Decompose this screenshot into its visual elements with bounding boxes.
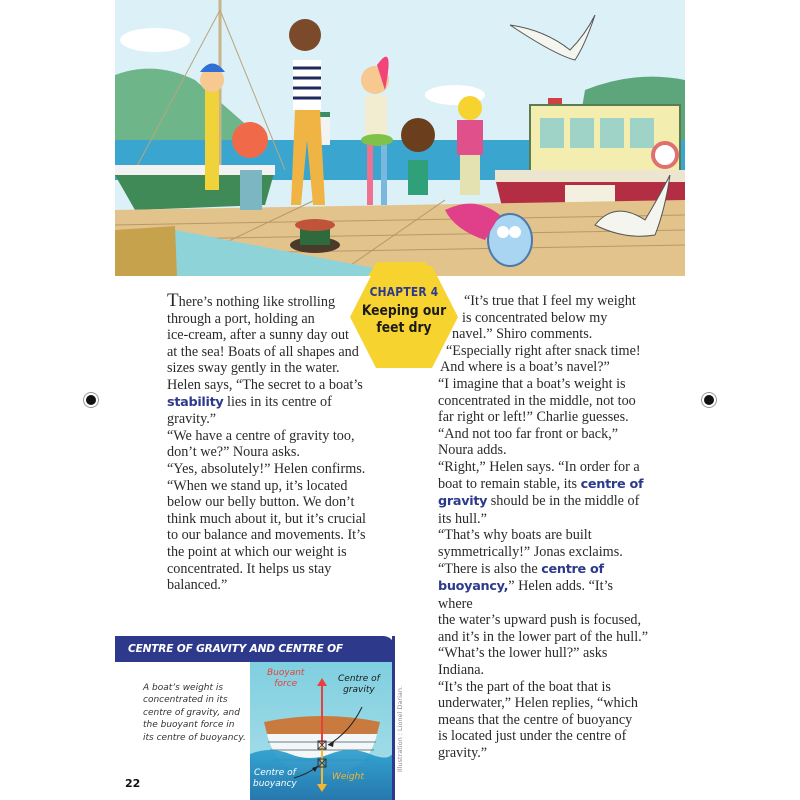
text-line: “We have a centre of gravity too,: [167, 427, 355, 444]
keyword-centre-of-buoyancy: centre of: [541, 561, 604, 577]
text-line: through a port, holding an: [167, 310, 315, 327]
text-line: “It’s the part of the boat that is: [438, 678, 611, 695]
text-line: concentrated. It helps us stay: [167, 560, 332, 577]
text-line: “What’s the lower hull?” asks: [438, 645, 608, 662]
text-line: below our belly button. We don’t: [167, 494, 355, 511]
text-line: symmetrically!” Jonas exclaims.: [438, 543, 623, 560]
text-line: the water’s upward push is focused,: [438, 612, 642, 629]
text-line: Indiana.: [438, 662, 485, 679]
text-line: And where is a boat’s navel?”: [440, 359, 610, 376]
text-line: “That’s why boats are built: [438, 527, 592, 544]
label-weight: Weight: [332, 772, 364, 782]
illustration-credit: Illustration : Lionel Darian.: [396, 685, 404, 772]
registration-mark-left: [86, 395, 96, 405]
left-text-column: [167, 290, 382, 594]
text-line: boat to remain stable, its centre of: [438, 475, 644, 492]
right-text-column: [438, 293, 648, 762]
text-line: means that the centre of buoyancy: [438, 711, 633, 728]
cover-illustration: [115, 0, 685, 276]
label-centre-of-buoyancy: Centre of buoyancy: [253, 768, 297, 789]
text-line: its hull.”: [438, 510, 487, 527]
chapter-title-line2: feet dry: [376, 320, 432, 336]
text-line: navel.” Shiro comments.: [452, 326, 593, 343]
text-line: concentrated in the middle, not too: [438, 392, 636, 409]
info-box-caption: A boat’s weight is concentrated in its centre of gravity, and the buoyant force in its centre of buoyancy.: [143, 683, 246, 743]
text-line: and it’s in the lower part of the hull.”: [438, 628, 648, 645]
keyword-centre-of-gravity: gravity: [438, 494, 488, 510]
text-line: “Yes, absolutely!” Helen confirms.: [167, 460, 366, 477]
text-line: “When we stand up, it’s located: [167, 477, 348, 494]
port-scene-image: [115, 0, 685, 276]
text-line: “Right,” Helen says. “In order for a: [438, 458, 640, 475]
drop-cap: T: [167, 290, 179, 311]
text-line: “I imagine that a boat’s weight is: [438, 375, 626, 392]
text-line: stability lies in its centre of gravity.”: [167, 393, 332, 428]
chapter-number: CHAPTER 4: [369, 284, 439, 299]
text-line: to our balance and movements. It’s: [167, 527, 366, 544]
chapter-title-line1: Keeping our: [361, 303, 447, 319]
registration-mark-right: [704, 395, 714, 405]
text-line: Helen says, “The secret to a boat’s: [167, 376, 363, 393]
text-line: sizes sway gently in the water.: [167, 360, 340, 377]
text-line: Noura adds.: [438, 442, 507, 459]
text-line: “And not too far front or back,”: [438, 425, 619, 442]
label-centre-of-gravity: Centre of gravity: [338, 674, 380, 695]
text-line: buoyancy,” Helen adds. “It’s where: [438, 578, 614, 612]
text-line: at the sea! Boats of all shapes and: [167, 343, 359, 360]
text-line: “There is also the centre of: [438, 560, 604, 577]
text-line: “Especially right after snack time!: [446, 342, 641, 359]
info-box-border: [392, 636, 395, 800]
label-buoyant-force: Buoyant force: [267, 668, 305, 689]
info-box-title: CENTRE OF GRAVITY AND CENTRE OF BUOYANCY: [115, 636, 395, 662]
text-line: is concentrated below my: [462, 309, 608, 326]
text-line: think much about it, but it’s crucial: [167, 510, 366, 527]
buoyancy-diagram: [250, 662, 393, 800]
text-line: gravity should be in the middle of: [438, 493, 640, 510]
text-line: balanced.”: [167, 577, 228, 594]
keyword-centre-of-gravity: centre of: [580, 476, 644, 492]
text-line: the point at which our weight is: [167, 543, 347, 560]
text-line: “It’s true that I feel my weight: [464, 293, 636, 309]
text-line: far right or left!” Charlie guesses.: [438, 409, 629, 426]
text-line: underwater,” Helen replies, “which: [438, 695, 638, 712]
keyword-stability: stability: [167, 394, 224, 410]
page-number: 22: [125, 777, 141, 790]
keyword-centre-of-buoyancy: buoyancy,: [438, 579, 509, 595]
text-line: don’t we?” Noura asks.: [167, 444, 300, 461]
text-line: gravity.”: [438, 745, 488, 762]
text-line: is located just under the centre of: [438, 728, 627, 745]
text-line: There’s nothing like strolling: [167, 290, 336, 311]
text-line: ice-cream, after a sunny day out: [167, 327, 349, 344]
